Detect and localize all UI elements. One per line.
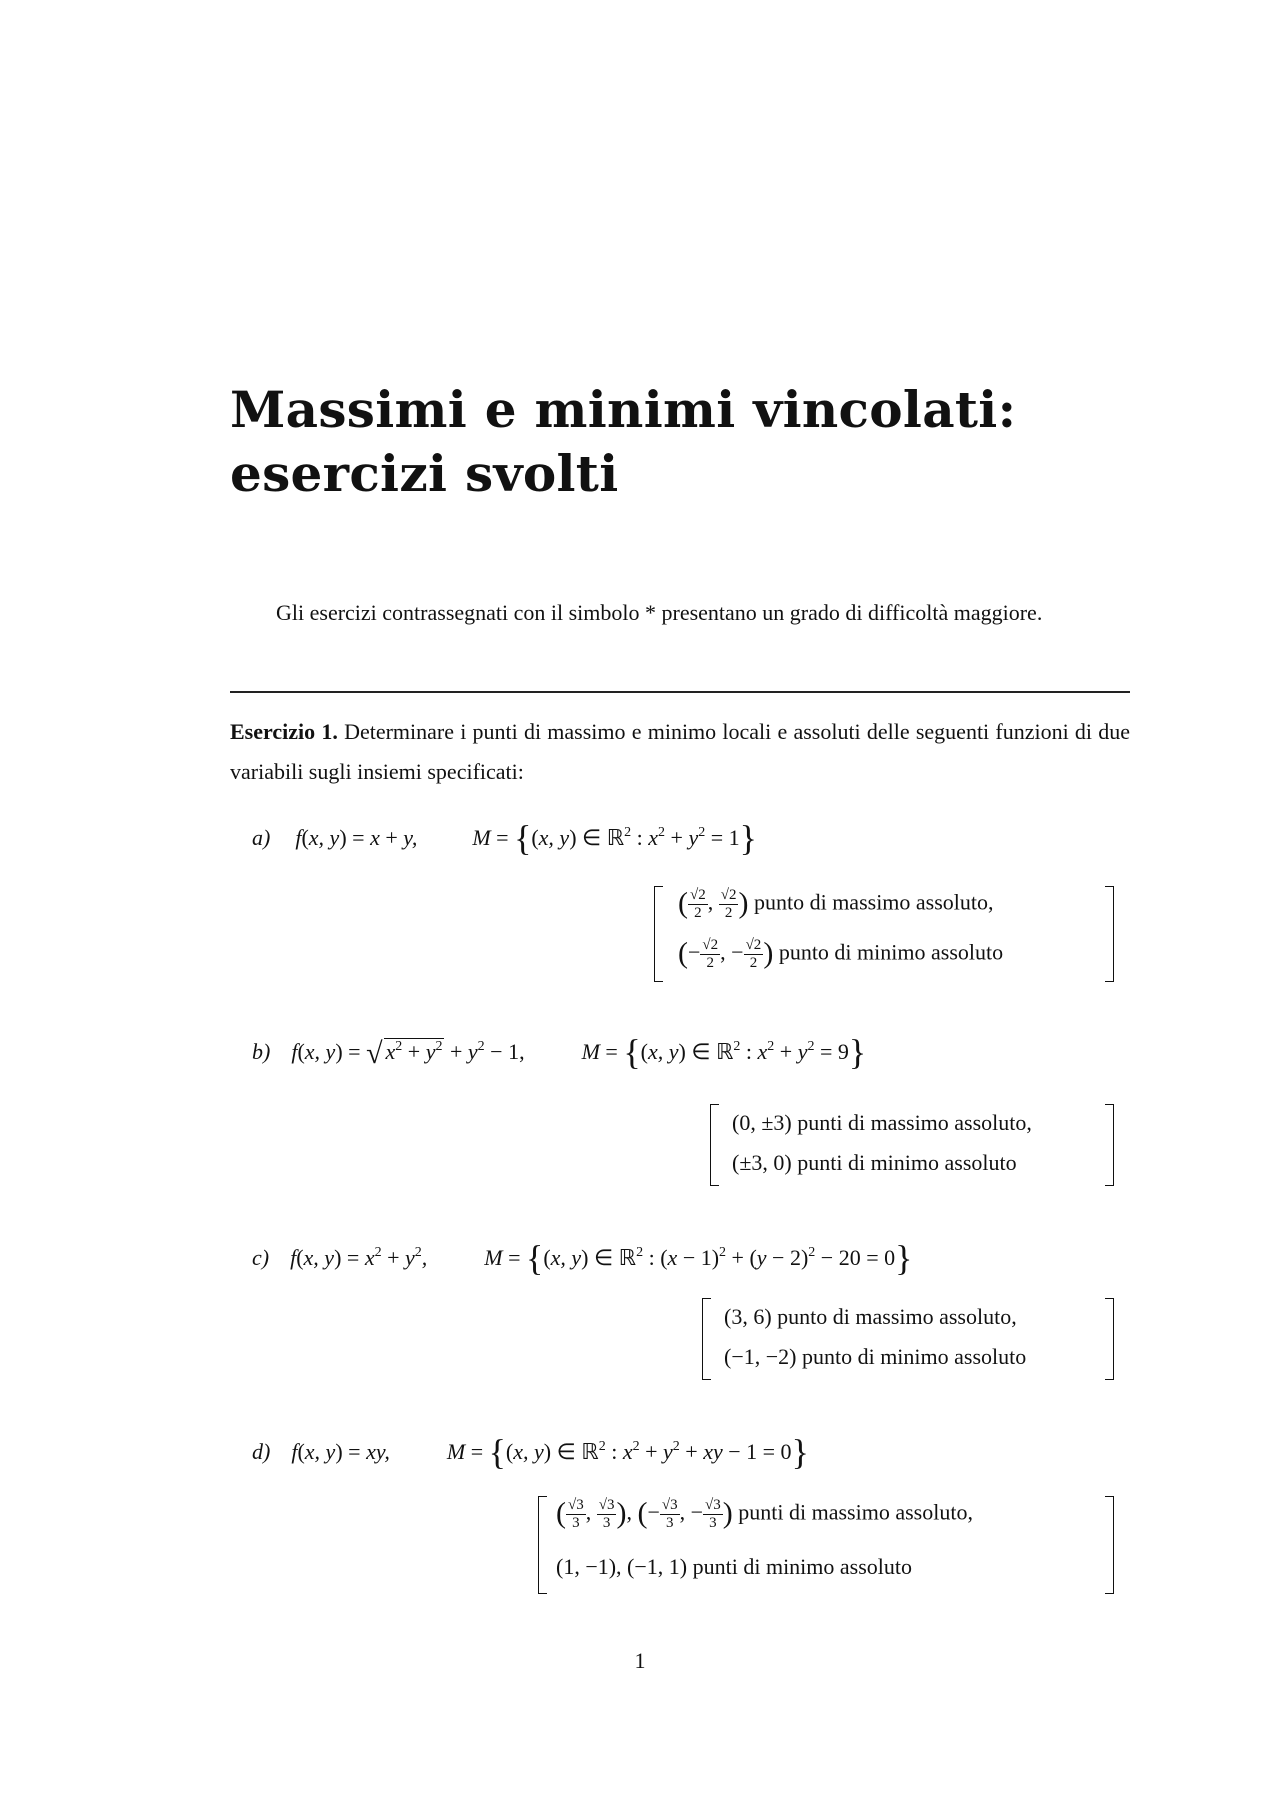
problem-set-b: M = {(x, y) ∈ ℝ$^2$ : $x^2 + y^2 = 9$}: [581, 1032, 867, 1072]
problem-function-a: f(x, y) = x + y,: [295, 825, 418, 850]
problem-label-b: b): [252, 1039, 271, 1064]
answer-d: [538, 1496, 1114, 1594]
answer-min-c: (−1, −2) punto di minimo assoluto: [724, 1344, 1027, 1369]
intro-paragraph: Gli esercizi contrassegnati con il simbolo * presentano un grado di difficoltà maggiore.: [276, 600, 1043, 625]
answer-min-line-a: (− $\frac{√2}{2}$ , − $\frac{√2}{2}$ ) punto di minimo assoluto: [678, 936, 1004, 971]
bracket-left: [710, 1104, 719, 1186]
page-title: [230, 378, 1130, 506]
bracket-right: [1105, 886, 1114, 982]
problem-set-c: M = {(x, y) ∈ ℝ$^2$ : $(x - 1)^2 + (y - 2)^2 - 20 = 0$}: [484, 1238, 913, 1278]
answer-max-d: punti di massimo assoluto,: [738, 1499, 973, 1525]
problem-label-c: c): [252, 1245, 270, 1270]
problem-label-d: d): [252, 1439, 271, 1464]
problem-label-a: a): [252, 825, 271, 850]
problem-set-d: M = {(x, y) ∈ ℝ$^2$ : $x^2 + y^2$ + xy − 1 = 0}: [446, 1432, 809, 1472]
exercise-label: Esercizio 1.: [230, 719, 338, 744]
bracket-right: [1105, 1104, 1114, 1186]
answer-min-a: punto di minimo assoluto: [778, 939, 1004, 965]
exercise-statement: [230, 712, 1130, 792]
problem-c: [252, 1240, 912, 1276]
problem-b: [252, 1034, 866, 1070]
bracket-right: [1105, 1496, 1114, 1594]
title-line-1: Massimi e minimi vincolati:: [230, 380, 1017, 439]
problem-function-d: f(x, y) = xy,: [291, 1439, 390, 1464]
horizontal-rule: [230, 691, 1130, 693]
title-line-2: esercizi svolti: [230, 444, 619, 503]
problem-function-b: f(x, y) = √ $x^2 + y^2 + y^2 - 1$,: [291, 1037, 525, 1070]
answer-max-a: punto di massimo assoluto,: [753, 889, 994, 915]
answer-min-d: (1, −1), (−1, 1) punti di minimo assoluto: [556, 1554, 913, 1579]
bracket-right: [1105, 1298, 1114, 1380]
answer-a: [654, 886, 1114, 982]
page-number: 1: [634, 1648, 646, 1673]
bracket-left: [702, 1298, 711, 1380]
bracket-left: [538, 1496, 547, 1594]
problem-set-a: M = {(x, y) ∈ ℝ$^2$ : $x^2 + y^2 = 1$}: [472, 818, 757, 858]
answer-b: [710, 1104, 1114, 1186]
problem-a: [252, 820, 757, 856]
problem-d: [252, 1434, 809, 1470]
answer-c: [702, 1298, 1114, 1380]
exercise-text: Determinare i punti di massimo e minimo locali e assoluti delle seguenti funzioni di due variabili sugli insiemi specificati:: [230, 719, 1130, 784]
answer-max-b: (0, ±3) punti di massimo assoluto,: [732, 1110, 1032, 1135]
answer-max-line-a: ( $\frac{√2}{2}$ , $\frac{√2}{2}$ ) punto di massimo assoluto,: [678, 886, 994, 921]
answer-min-b: (±3, 0) punti di minimo assoluto: [732, 1150, 1017, 1175]
answer-max-line-d: ( $\frac{√3}{3}$ , $\frac{√3}{3}$ ), (− $\frac{√3}{3}$ , − $\frac{√3}{3}$ ) punti di massimo assoluto,: [556, 1496, 973, 1531]
answer-max-c: (3, 6) punto di massimo assoluto,: [724, 1304, 1017, 1329]
bracket-left: [654, 886, 663, 982]
problem-function-c: f(x, $y) = x^2 + y^2$,: [290, 1245, 428, 1270]
